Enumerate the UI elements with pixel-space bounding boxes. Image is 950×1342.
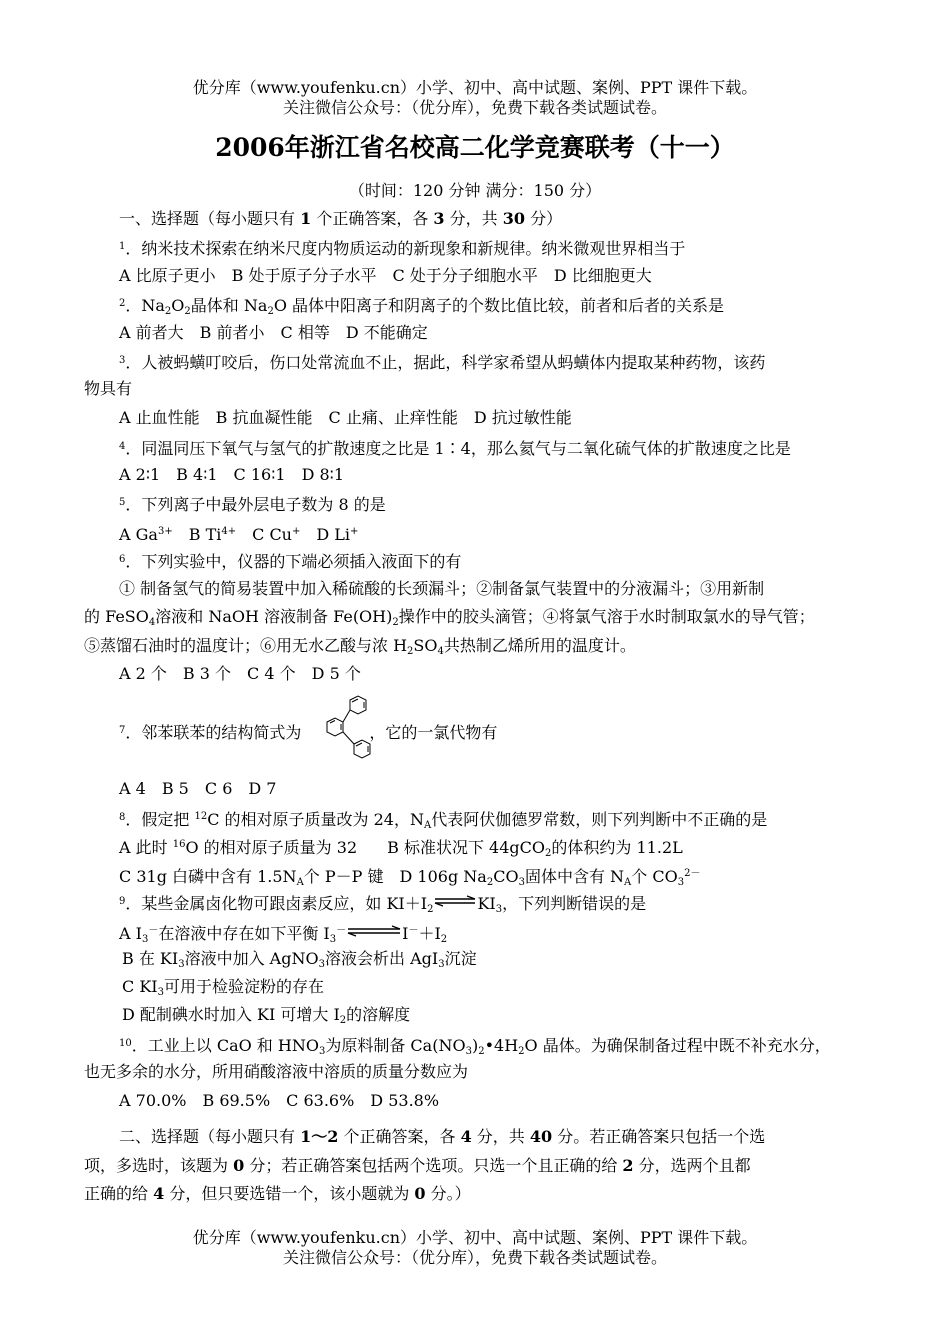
- equilibrium-arrow-icon: [346, 925, 402, 937]
- question-9-option-a: A I3－在溶液中存在如下平衡 I3－ I－＋I2: [119, 924, 448, 945]
- option-b: B 抗血凝性能: [215, 408, 313, 427]
- question-5-options: [119, 521, 919, 546]
- question-7: $^7$．邻苯联苯的结构简式为 ，它的一氯代物有: [119, 723, 498, 742]
- question-9-option-c: C KI3可用于检验淀粉的存在: [122, 977, 324, 998]
- o-terphenyl-structure-image: [320, 692, 386, 772]
- option-c: C 6: [204, 779, 233, 798]
- question-6-line-3: ⑤蒸馏石油时的温度计；⑥用无水乙酸与浓 H2SO4共热制乙烯所用的温度计。: [84, 636, 636, 657]
- question-6-options: [119, 663, 919, 685]
- option-c: C Cu+: [252, 525, 301, 544]
- option-c: C 止痛、止痒性能: [328, 408, 458, 427]
- question-3-options: [119, 407, 919, 429]
- option-c: C 31g 白磷中含有 1.5NA个 P－P 键: [119, 867, 384, 888]
- option-d: D 抗过敏性能: [473, 408, 572, 427]
- option-b: B 69.5%: [202, 1091, 271, 1110]
- header-line-1: 优分库（www.youfenku.cn）小学、初中、高中试题、案例、PPT 课件下载。: [192, 78, 758, 97]
- section-2-line-2: 项，多选时，该题为 0 分；若正确答案包括两个选项。只选一个且正确的给 2 分，选两个且都: [84, 1156, 751, 1175]
- option-a: A 2∶1: [119, 465, 161, 484]
- question-9-option-d: D 配制碘水时加入 KI 可增大 I2的溶解度: [122, 1005, 411, 1026]
- option-b: B 前者小: [199, 323, 265, 342]
- option-c: C 相等: [280, 323, 330, 342]
- option-a: A 比原子更小: [119, 266, 216, 285]
- section-1-heading: 一、选择题（每小题只有 1 个正确答案，各 3 分，共 30 分）: [119, 209, 563, 228]
- option-b: B $Ti^{4+}$: [188, 525, 237, 544]
- question-3-continued: 物具有: [84, 379, 133, 398]
- option-a: A $Ga^{3+}$: [119, 525, 173, 544]
- footer-line-2: 关注微信公众号：（优分库），免费下载各类试题试卷。: [282, 1248, 667, 1267]
- option-c: C 63.6%: [286, 1091, 355, 1110]
- option-a: A 此时 $^{16}$O 的相对原子质量为 32: [119, 838, 358, 857]
- question-9-option-b: B 在 KI3溶液中加入 AgNO3溶液会析出 AgI3沉淀: [122, 949, 477, 970]
- question-1-options: [119, 265, 919, 287]
- option-d: D 7: [248, 779, 277, 798]
- question-9: $^9$．某些金属卤化物可跟卤素反应，如 KI＋I2 KI3，下列判断错误的是: [119, 894, 647, 915]
- question-3: $^3$．人被蚂蟥叮咬后，伤口处常流血不止，据此，科学家希望从蚂蟥体内提取某种药物，该药: [119, 353, 766, 372]
- question-2: $^2$．Na2O2晶体和 Na2O 晶体中阳离子和阴离子的个数比值比较，前者和后者的关系是: [119, 296, 725, 317]
- exam-info: （时间：120 分钟 满分：150 分）: [348, 181, 602, 200]
- question-8-options-ab: [119, 834, 919, 865]
- equilibrium-arrow-icon: [433, 895, 477, 907]
- question-2-options: [119, 322, 919, 344]
- option-c: C 16∶1: [233, 465, 286, 484]
- question-7-options: [119, 778, 919, 800]
- option-c: C 4 个: [247, 664, 296, 683]
- option-b: B 4∶1: [176, 465, 218, 484]
- question-4: $^4$．同温同压下氧气与氢气的扩散速度之比是 1∶4，那么氦气与二氧化硫气体的扩散速度之比是: [119, 439, 791, 458]
- option-b: B 标准状况下 44gCO2的体积约为 11.2L: [387, 838, 683, 859]
- header-line-2: 关注微信公众号：（优分库），免费下载各类试题试卷。: [282, 98, 667, 117]
- question-10-continued: 也无多余的水分，所用硝酸溶液中溶质的质量分数应为: [84, 1062, 469, 1081]
- option-d: D 53.8%: [370, 1091, 440, 1110]
- page-title: 2006年浙江省名校高二化学竞赛联考（十一）: [215, 133, 735, 162]
- option-b: B 3 个: [182, 664, 232, 683]
- option-a: A 70.0%: [119, 1091, 187, 1110]
- question-1: $^1$．纳米技术探索在纳米尺度内物质运动的新现象和新规律。纳米微观世界相当于: [119, 239, 686, 258]
- question-4-options: [119, 464, 919, 486]
- question-10-options: [119, 1090, 919, 1112]
- option-a: A 2 个: [119, 664, 167, 683]
- option-b: B 5: [161, 779, 189, 798]
- option-a: A 前者大: [119, 323, 184, 342]
- footer-line-1: 优分库（www.youfenku.cn）小学、初中、高中试题、案例、PPT 课件下载。: [192, 1228, 758, 1247]
- question-10: $^{10}$．工业上以 CaO 和 HNO3为原料制备 Ca(NO3)2•4H2O 晶体。为确保制备过程中既不补充水分，: [119, 1036, 831, 1057]
- option-d: D 5 个: [311, 664, 361, 683]
- option-c: C 处于分子细胞水平: [392, 266, 538, 285]
- question-8-options-cd: [119, 863, 919, 894]
- question-8: $^8$．假定把 $^{12}$C 的相对原子质量改为 24，NA代表阿伏伽德罗常数，则下列判断中不正确的是: [119, 810, 768, 831]
- section-2-heading: 二、选择题（每小题只有 1～2 个正确答案，各 4 分，共 40 分。若正确答案只包括一个选: [119, 1127, 766, 1146]
- option-a: A 4: [119, 779, 146, 798]
- question-6-line-2: 的 FeSO4溶液和 NaOH 溶液制备 Fe(OH)2操作中的胶头滴管；④将氯气溶于水时制取氯水的导气管；: [84, 607, 815, 628]
- option-d: D 比细胞更大: [553, 266, 652, 285]
- option-b: B 处于原子分子水平: [231, 266, 377, 285]
- question-5: $^5$．下列离子中最外层电子数为 8 的是: [119, 495, 386, 514]
- option-a: A 止血性能: [119, 408, 200, 427]
- question-6: $^6$．下列实验中，仪器的下端必须插入液面下的有: [119, 552, 462, 571]
- question-6-line-1: ① 制备氢气的简易装置中加入稀硫酸的长颈漏斗；②制备氯气装置中的分液漏斗；③用新制: [119, 579, 765, 598]
- section-2-line-3: 正确的给 4 分，但只要选错一个，该小题就为 0 分。）: [84, 1184, 471, 1203]
- option-d: D 106g Na2CO3固体中含有 NA个 $CO3^{2-}$: [399, 867, 701, 888]
- option-d: D Li+: [316, 525, 359, 544]
- option-d: D 8∶1: [301, 465, 345, 484]
- option-d: D 不能确定: [345, 323, 428, 342]
